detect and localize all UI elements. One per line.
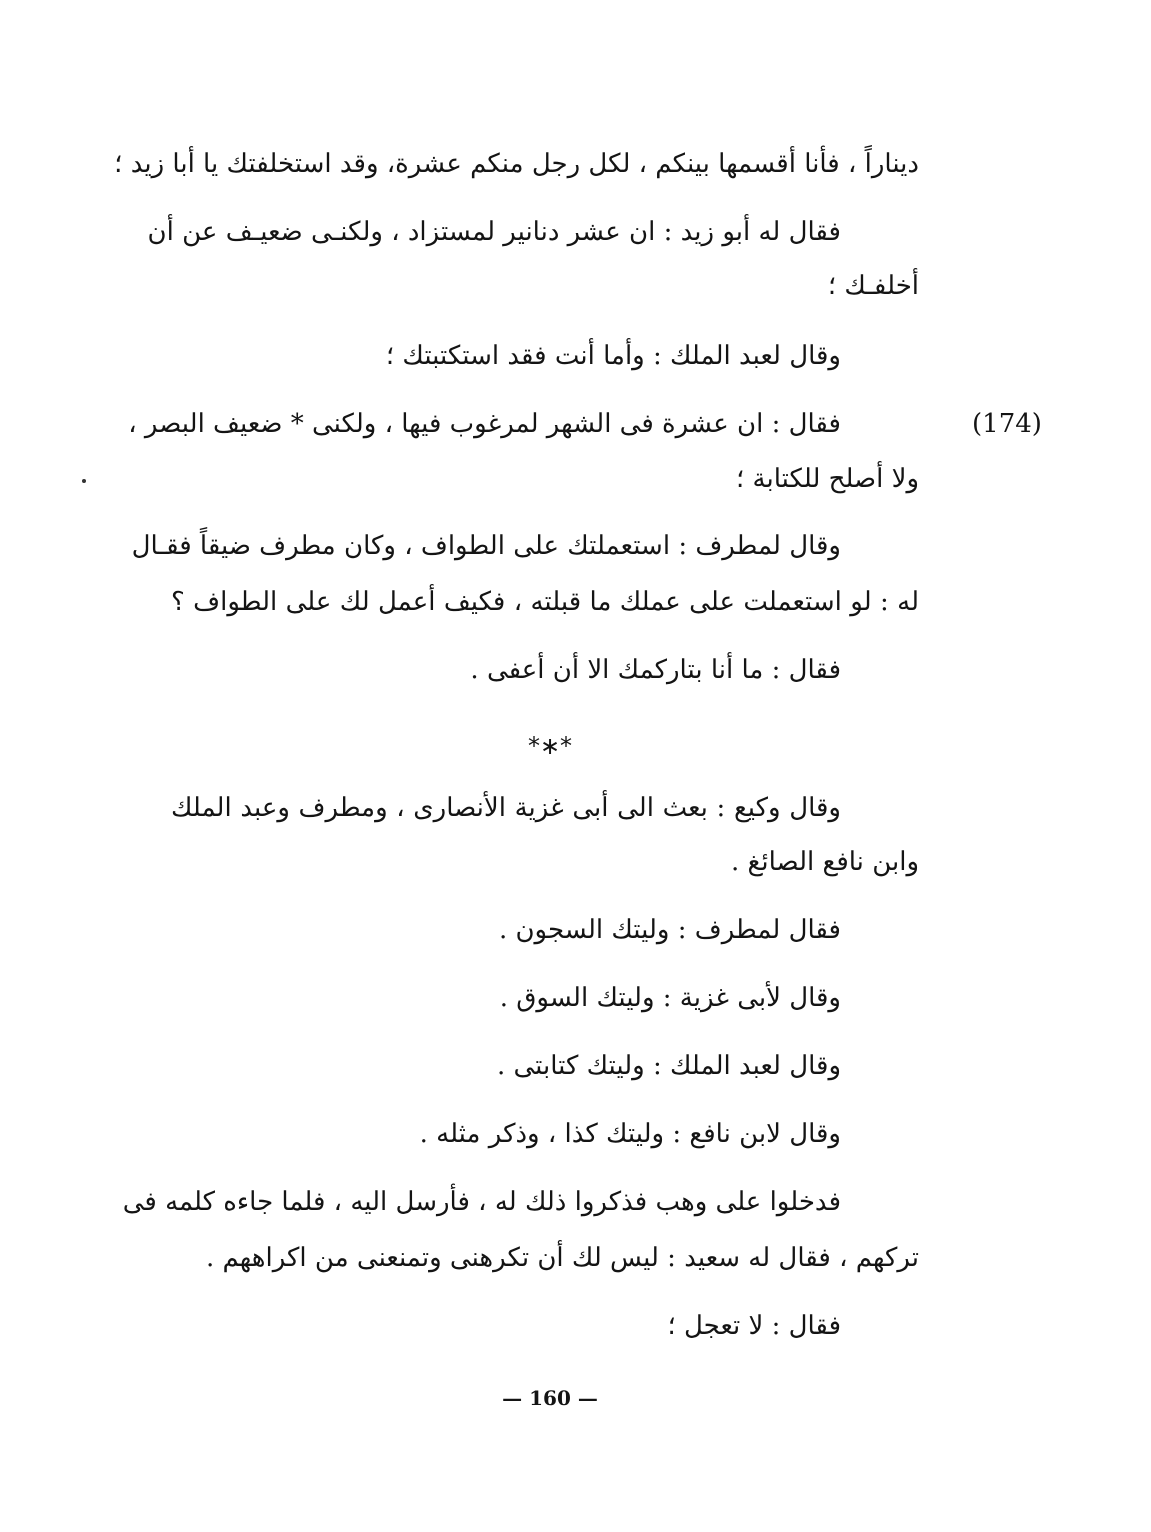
text-line: وقال لمطرف : استعملتك على الطواف ، وكان مطرف ضيقاً فقـال	[131, 531, 841, 561]
text-line: ديناراً ، فأنا أقسمها بينكم ، لكل رجل منكم عشرة، وقد استخلفتك يا أبا زيد ؛	[114, 149, 919, 179]
page-number: — 160 —	[502, 1386, 598, 1410]
text-line: وقال لعبد الملك : وأما أنت فقد استكتبتك ؛	[385, 341, 841, 371]
text-line: وقال لابن نافع : وليتك كذا ، وذكر مثله .	[419, 1119, 841, 1149]
text-line: وقال لأبى غزية : وليتك السوق .	[499, 983, 841, 1013]
text-line: ولا أصلح للكتابة ؛	[736, 464, 919, 494]
text-line: وقال وكيع : بعث الى أبى غزية الأنصارى ، ومطرف وعبد الملك	[171, 793, 841, 823]
text-line: له : لو استعملت على عملك ما قبلته ، فكيف أعمل لك على الطواف ؟	[171, 587, 919, 617]
text-line: فقال له أبو زيد : ان عشر دنانير لمستزاد ، ولكنـى ضعيـف عن أن	[147, 217, 841, 247]
section-separator: *∗*	[527, 732, 573, 760]
text-line: وقال لعبد الملك : وليتك كتابتى .	[496, 1051, 841, 1081]
text-line: أخلفـك ؛	[827, 271, 919, 301]
scan-speck	[82, 479, 86, 483]
text-line: وابن نافع الصائغ .	[731, 847, 919, 877]
text-line: تركهم ، فقال له سعيد : ليس لك أن تكرهنى وتمنعنى من اكراههم .	[205, 1243, 919, 1273]
margin-marker: (174)	[972, 409, 1042, 439]
text-line: فقال : ان عشرة فى الشهر لمرغوب فيها ، ولكنى * ضعيف البصر ،	[128, 409, 841, 439]
text-line: فقال لمطرف : وليتك السجون .	[498, 915, 841, 945]
text-line: فدخلوا على وهب فذكروا ذلك له ، فأرسل اليه ، فلما جاءه كلمه فى	[122, 1187, 841, 1217]
text-line: فقال : ما أنا بتاركمك الا أن أعفى .	[470, 655, 841, 685]
text-line: فقال : لا تعجل ؛	[667, 1311, 841, 1341]
